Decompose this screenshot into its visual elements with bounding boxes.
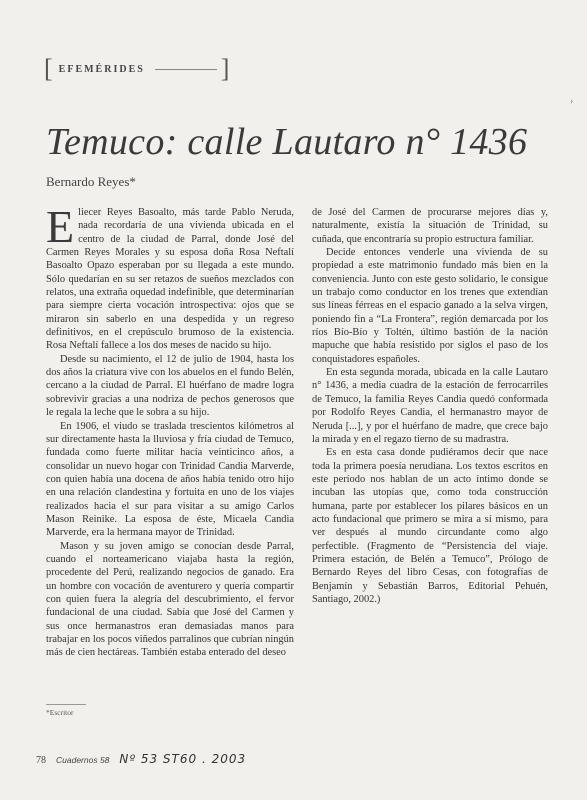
right-paragraph-3: En esta segunda morada, ubicada en la calle Lautaro n° 1436, a media cuadra de la estación de ferrocarriles de Temuco, la familia Reyes Candia quedó conformada por Rodolfo Reyes Candia, el hermanastro mayor de Neruda [...], y por el huérfano de madre, que crece bajo la mirada y en el regazo tierno de su madrastra. <box>312 367 548 445</box>
section-label: EFEMÉRIDES <box>58 63 145 75</box>
right-paragraph-2: Decide entonces venderle una vivienda de su propiedad a este matrimonio fundado más bien en la conveniencia. Junto con este gesto solidario, le consigue un trabajo como conductor en los trenes que extendían sus líneas férreas en el espacio ganado a la selva virgen, poniendo fin a “La Frontera”, región demarcada por los ríos Bío-Bío y Toltén, último bastión de la nación mapuche que había resistido por siglos el paso de los conquistadores españoles. <box>312 247 548 365</box>
left-bracket: [ <box>44 54 53 83</box>
left-paragraph-3: En 1906, el viudo se traslada trescientos kilómetros al sur directamente hasta la lluviosa y fría ciudad de Temuco, fundada como fuerte militar hacía veinticinco años, a consolidar un nuevo hogar con Trinidad Candia Marverde, con quien había una docena de años había tenido otro hijo en una relación clandestina y fortuita en uno de los viajes realizados hacia el sur para visitar a su amigo Carlos Mason Reinike. La esposa de éste, Micaela Candia Marverde, era la hermana mayor de Trinidad. <box>46 420 294 539</box>
left-paragraph-1 <box>46 201 294 353</box>
article-author: Bernardo Reyes* <box>46 174 136 189</box>
right-column <box>312 206 548 606</box>
article-title: Temuco: calle Lautaro n° 1436 <box>46 121 528 163</box>
section-tag <box>44 56 229 82</box>
corner-mark: › <box>570 96 574 107</box>
footnote-rule <box>46 704 86 705</box>
journal-name: Cuadernos 58 <box>56 755 110 765</box>
section-rule <box>155 69 217 70</box>
page-number: 78 <box>36 755 46 766</box>
handwritten-note: Nº 53 ST60 . 2003 <box>119 752 247 766</box>
dropcap: E <box>46 201 75 252</box>
footnote: *Escritor <box>46 708 74 717</box>
page-footer <box>36 752 246 766</box>
left-column <box>46 201 294 660</box>
right-paragraph-1: de José del Carmen de procurarse mejores días y, naturalmente, existía la situación de Trinidad, su cuñada, que encontraría su propio estructura familiar. <box>312 207 548 245</box>
left-paragraph-1-text: liecer Reyes Basoalto, más tarde Pablo Neruda, nada recordaría de una vivienda ubicada en el centro de la ciudad de Parral, donde José del Carmen Reyes Morales y su esposa doña Rosa Neftalí Basoalto Opazo esperaban por su llegada a este mundo. Sólo quedarían en su ser retazos de sueños mezclados con relatos, una extraña oquedad indefinible, que determinarían para siempre cierta vocación introspectiva: ojos que se miraron sin saberlo en una despedida y un regreso definitivos, en el crepúsculo brumoso de la existencia. Rosa Neftalí fallece a los dos meses de nacido su hijo. <box>46 207 294 352</box>
left-paragraph-2: Desde su nacimiento, el 12 de julio de 1904, hasta los dos años la criatura vive con los abuelos en el fundo Belén, cercano a la ciudad de Parral. El huérfano de madre logra sobrevivir gracias a una nodriza de pechos generosos que le regala la leche que le sobra a su hijo. <box>46 353 294 419</box>
right-paragraph-4: Es en esta casa donde pudiéramos decir que nace toda la primera poesía nerudiana. Los textos escritos en este período nos hablan de un acto íntimo donde se incuban las utopías que, como toda construcción humana, parte por establecer los pilares básicos en un acto fundacional que primero se mira a sí mismo, para ver después al mundo circundante como algo perfectible. (Fragmento de “Persistencia del viaje. Primera estación, de Belén a Temuco”, Prólogo de Bernardo Reyes del libro Cesas, con fotografías de Benjamín y Sebastián Barros, Editorial Pehuén, Santiago, 2002.) <box>312 447 548 605</box>
right-bracket: ] <box>220 54 230 83</box>
left-paragraph-4: Mason y su joven amigo se conocían desde Parral, cuando el norteamericano viajaba hasta la región, procedente del Perú, realizando negocios de ganado. Era un hombre con vocación de aventurero y quería compartir con quien fuera la alegría del descubrimiento, el fervor fundacional de una ciudad. Sabía que José del Carmen y sus once hermanastros eran demasiadas manos para trabajar en los pocos viñedos parralinos que cubrían ningún más de cien hectáreas. También estaba enterado del deseo <box>46 540 294 659</box>
